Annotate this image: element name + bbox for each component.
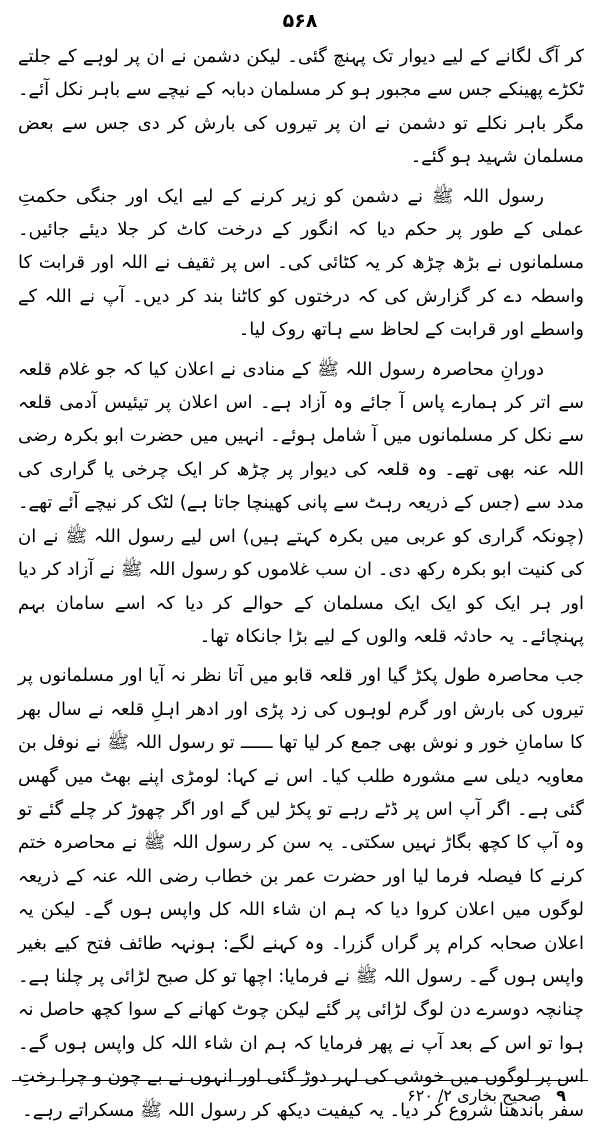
paragraph: جب محاصرہ طول پکڑ گیا اور قلعہ قابو میں آتا نظر نہ آیا اور مسلمانوں پر تیروں کی بارش اور گرم لوہوں کی زد پڑی اور ادھر اہلِ قلعہ نے سال بھر کا سامانِ خور و نوش بھی جمع کر لیا تھا ــــــ تو رسول اللہ ﷺ نے نوفل بن معاویہ دیلی سے مشورہ طلب کیا۔ اس نے کہا: لومڑی اپنے بھٹ میں گھس گئی ہے۔ اگر آپ اس پر ڈٹے رہے تو پکڑ لیں گے اور اگر چھوڑ کر چلے گئے تو وہ آپ کا کچھ بگاڑ نہیں سکتی۔ یہ سن کر رسول اللہ ﷺ نے محاصرہ ختم کرنے کا فیصلہ فرما لیا اور حضرت عمر بن خطاب رضی اللہ عنہ کے ذریعہ لوگوں میں اعلان کروا دیا کہ ہم ان شاء اللہ کل واپس ہوں گے۔ لیکن یہ اعلان صحابہ کرام پر گراں گزرا۔ وہ کہنے لگے: ہونہہ طائف فتح کیے بغیر واپس ہوں گے۔ رسول اللہ ﷺ نے فرمایا: اچھا تو کل صبح لڑائی پر چلنا ہے۔ چنانچہ دوسرے دن لوگ لڑائی پر گئے لیکن چوٹ کھانے کے سوا کچھ حاصل نہ ہوا تو اس کے بعد آپ نے پھر فرمایا کہ ہم ان شاء اللہ کل واپس ہوں گے۔ اس پر لوگوں میں خوشی کی لہر دوڑ گئی اور انہوں نے بے چون و چرا رختِ سفر باندھنا شروع کر دیا۔ یہ کیفیت دیکھ کر رسول اللہ ﷺ مسکراتے رہے۔ (18, 665, 584, 1121)
footnote-divider (12, 1080, 588, 1081)
page-number: ۵۶۸ (282, 10, 318, 32)
footnote-marker: ۹ (556, 1086, 566, 1105)
paragraph: رسول اللہ ﷺ نے دشمن کو زیر کرنے کے لیے ایک اور جنگی حکمتِ عملی کے طور پر حکم دیا کہ انگور کے درخت کاٹ کر جلا دیئے جائیں۔ مسلمانوں نے بڑھ چڑھ کر یہ کٹائی کی۔ اس پر ثقیف نے اللہ اور قرابت کا واسطہ دے کر گزارش کی کہ درختوں کو کاٹنا بند کر دیں۔ آپ نے اللہ کے واسطے اور قرابت کے لحاظ سے ہاتھ روک لیا۔ (18, 185, 584, 341)
footnote (0, 1086, 566, 1105)
footnote-text: صحیح بخاری ۲/ ۶۲۰ (407, 1086, 542, 1105)
paragraph: کر آگ لگانے کے لیے دیوار تک پہنچ گئی۔ لیکن دشمن نے ان پر لوہے کے جلتے ٹکڑے پھینکے جس سے مجبور ہو کر مسلمان دبابہ کے نیچے سے باہر نکل آئے۔ مگر باہر نکلے تو دشمن نے ان پر تیروں کی بارش کر دی جس سے بعض مسلمان شہید ہو گئے۔ (18, 46, 584, 168)
paragraph: دورانِ محاصرہ رسول اللہ ﷺ کے منادی نے اعلان کیا کہ جو غلام قلعہ سے اتر کر ہمارے پاس آ جائے وہ آزاد ہے۔ اس اعلان پر تیئیس آدمی قلعہ سے نکل کر مسلمانوں میں آ شامل ہوئے۔ انہیں میں حضرت ابو بکرہ رضی اللہ عنہ بھی تھے۔ وہ قلعہ کی دیوار پر چڑھ کر ایک چرخی یا گراری کی مدد سے (جس کے ذریعہ رہٹ سے پانی کھینچا جاتا ہے) لٹک کر نیچے آئے تھے۔ (چونکہ گراری کو عربی میں بکرہ کہتے ہیں) اس لیے رسول اللہ ﷺ نے ان کی کنیت ابو بکرہ رکھ دی۔ ان سب غلاموں کو رسول اللہ ﷺ نے آزاد کر دیا اور ہر ایک کو ایک ایک مسلمان کے حوالے کر دیا کہ اسے سامان بہم پہنچائے۔ یہ حادثہ قلعہ والوں کے لیے بڑا جانکاہ تھا۔ (18, 358, 584, 647)
body-text (18, 40, 584, 1133)
